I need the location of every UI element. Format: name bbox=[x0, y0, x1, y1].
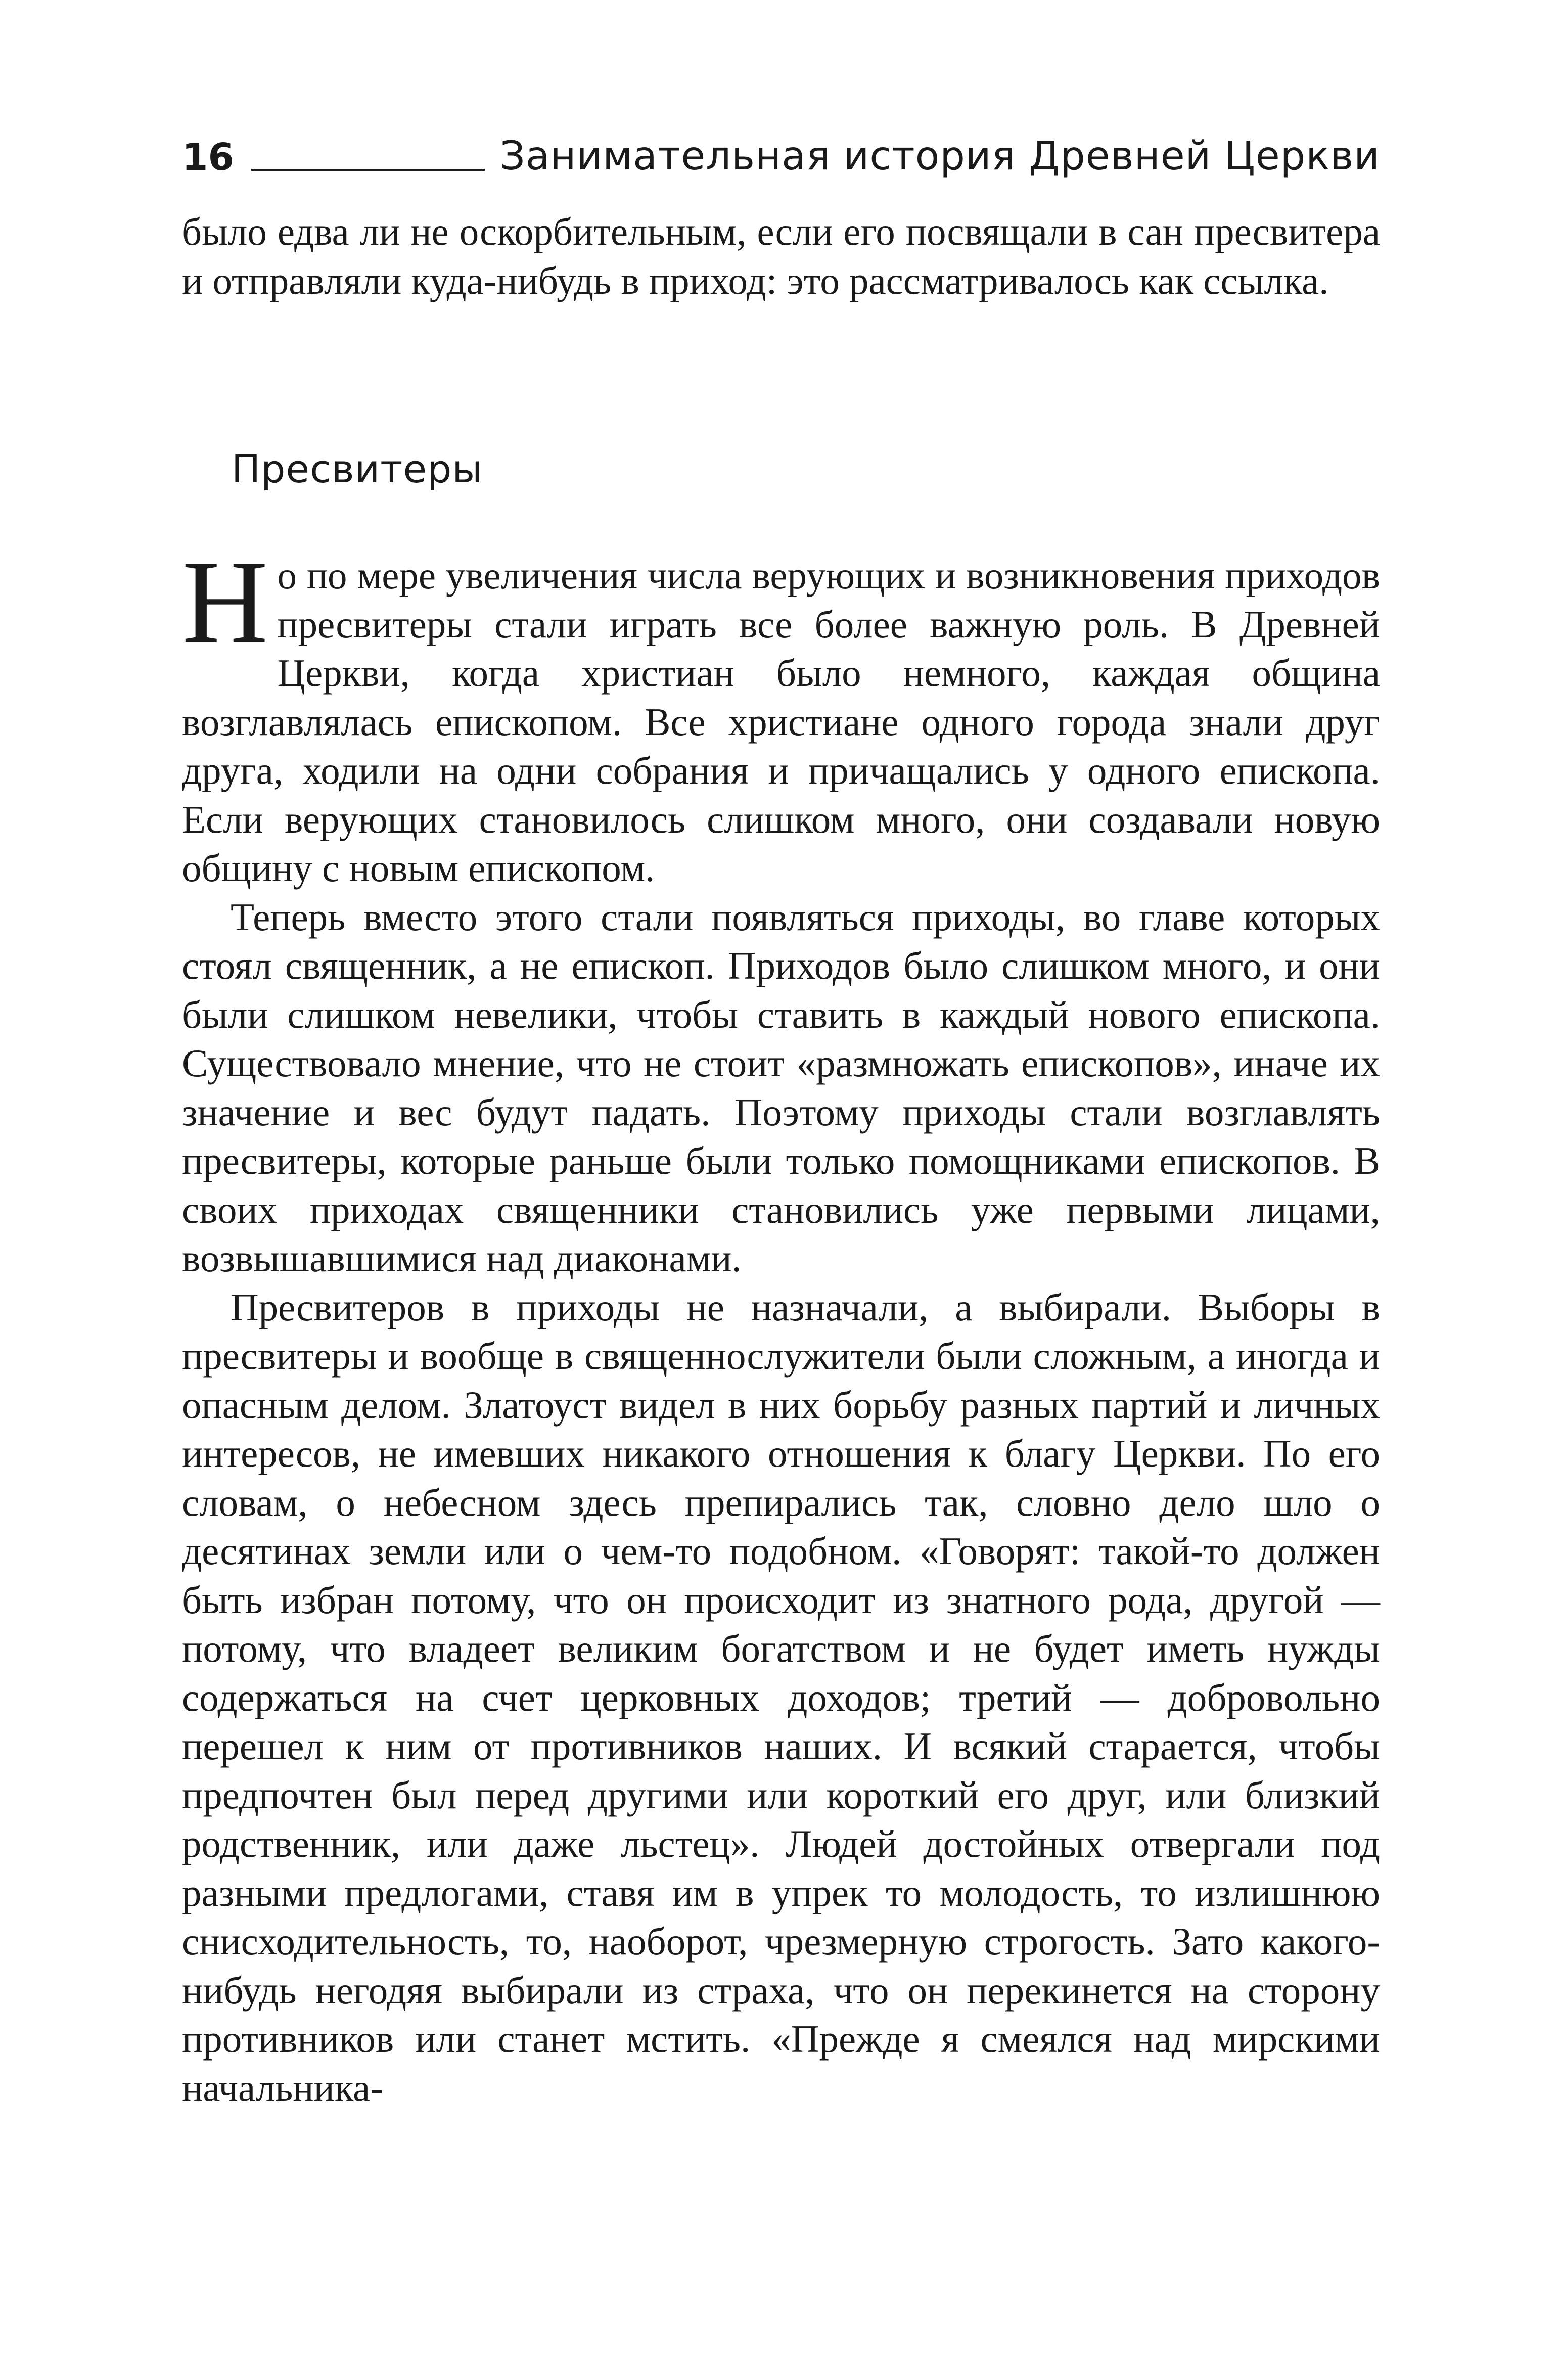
section-heading: Пресвитеры bbox=[232, 446, 483, 491]
drop-cap: Н bbox=[182, 536, 268, 668]
page-number: 16 bbox=[182, 135, 234, 179]
intro-text-block bbox=[182, 207, 1380, 305]
intro-paragraph: было едва ли не оскорбительным, если его посвящали в сан пресвитера и отправляли куда-нибудь в приход: это рассматривалось как ссылка. bbox=[182, 210, 1380, 302]
paragraph-2: Теперь вместо этого стали появляться приходы, во главе которых стоял священник, а не епископ. Приходов было слишком много, и они были слишком невелики, чтобы ставить в каждый нового епископа. Существовало мнение, что не стоит «размножать епископов», иначе их значение и вес будут падать. Поэтому приходы стали возглавлять пресвитеры, которые раньше были только помощниками епископов. В своих приходах священники становились уже первыми лицами, возвышавшимися над диаконами. bbox=[182, 895, 1380, 1280]
paragraph-3: Пресвитеров в приходы не назначали, а выбирали. Выборы в пресвитеры и вообще в священнослужители были сложным, а иногда и опасным делом. Златоуст видел в них борьбу разных партий и личных интересов, не имевших никакого отношения к благу Церкви. По его словам, о небесном здесь препирались так, словно дело шло о десятинах земли или о чем-то подобном. «Говорят: такой-то должен быть избран потому, что он происходит из знатного рода, другой — потому, что владеет великим богатством и не будет иметь нужды содержаться на счет церковных доходов; третий — добровольно перешел к ним от противников наших. И всякий старается, чтобы предпочтен был перед другими или короткий его друг, или близкий родственник, или даже льстец». Людей достойных отвергали под разными предлогами, ставя им в упрек то молодость, то излишнюю снисходительность, то, наоборот, чрезмерную строгость. Зато какого-нибудь негодяя выбирали из страха, что он перекинется на сторону противников или станет мстить. «Прежде я смеялся над мирскими начальника- bbox=[182, 1285, 1380, 2110]
paragraph-1 bbox=[182, 536, 1380, 893]
running-title: Занимательная история Древней Церкви bbox=[499, 133, 1380, 179]
paragraph-1-text: о по мере увеличения числа верующих и возникновения приходов пресвитеры стали играть все более важную роль. В Древней Церкви, когда христиан было немного, каждая община возглавлялась епископом. Все христиане одного города знали друг друга, ходили на одни собрания и причащались у одного епископа. Если верующих становилось слишком много, они создавали новую общину с новым епископом. bbox=[182, 554, 1380, 890]
main-text-block bbox=[182, 536, 1380, 2112]
running-header bbox=[182, 120, 1380, 179]
header-rule bbox=[251, 169, 485, 171]
